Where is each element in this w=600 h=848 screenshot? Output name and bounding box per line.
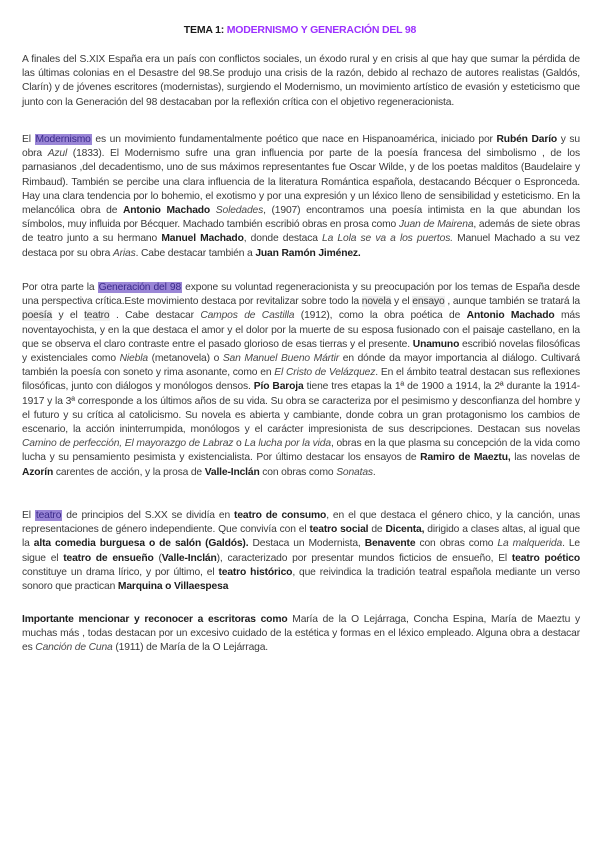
work-title: La malquerida: [497, 538, 563, 550]
text: . Cabe destacar: [109, 310, 201, 322]
text: es un movimiento fundamentalmente poético que nace en Hispanoamérica, iniciado por: [91, 134, 497, 145]
paragraph-teatro: [22, 509, 580, 594]
text: escribió novelas filosóficas y existenciales como: [22, 338, 580, 365]
shaded-term: teatro: [84, 310, 110, 322]
text: .: [372, 466, 376, 478]
work-title: Sonatas: [336, 466, 373, 478]
work-title: Canción de Cuna: [35, 642, 113, 654]
text: (metanovela) o: [147, 353, 223, 365]
author-name: Antonio Machado: [122, 205, 211, 217]
text: , (1907) encontramos una poesía intimista en la que abundan los símbolos, muy influida por Bécquer. Machado también escribió obras en prosa como: [22, 205, 580, 231]
shaded-term: novela: [361, 296, 392, 308]
work-title: Arias: [112, 247, 136, 259]
author-name: Azorín: [22, 466, 54, 478]
work-title: Azul: [47, 148, 68, 160]
text: (1833). El Modernismo sufre una gran influencia por parte de la poesía francesa del simbolismo , de los parnasianos ,del decadentismo, uno de sus máximos representantes fue Oscar Wilde, y de los poetas malditos (Baudelaire y Rimbaud). También se percibe una clara influencia de la literatura Romántica española, destacando Bécquer o Espronceda. Hay una clara tendencia por lo bohemio, el exotismo y por una expresión y un léxico lleno de sensibilidad y esteticismo. En la melancólica obra de: [22, 148, 580, 217]
text: . Cabe destacar también a: [135, 247, 256, 259]
text: dirigido a clases altas, al igual que la: [22, 524, 580, 550]
highlight-modernismo: Modernismo: [35, 134, 91, 145]
key-term: teatro poético: [511, 552, 580, 564]
paragraph-escritoras: [22, 613, 580, 656]
text: con obras como: [259, 466, 337, 478]
author-name: Pío Baroja: [253, 381, 304, 393]
paragraph-modernismo: [22, 133, 580, 261]
author-name: Dicenta,: [385, 524, 425, 536]
text: con obras como: [415, 538, 498, 550]
author-name: Manuel Machado: [161, 233, 244, 245]
text: de: [368, 524, 386, 536]
author-name: Ramiro de Maeztu,: [420, 452, 511, 464]
key-term: teatro social: [309, 524, 369, 536]
title-accent: MODERNISMO Y GENERACIÓN DEL 98: [226, 24, 417, 36]
text: en dónde da mayor importancia al diálogo. Cultivará también la poesía con soneto y rima asonante, como en: [22, 353, 581, 379]
highlight-generacion-98: Generación del 98: [98, 282, 182, 293]
key-term: alta comedia burguesa o de salón (Galdós).: [33, 538, 249, 550]
text: , además de siete obras de teatro junto a su hermano: [22, 219, 580, 245]
text: carentes de acción, y la prosa de: [53, 466, 205, 478]
text: . En el ámbito teatral destacan sus reflexiones filosóficas, junto con diálogos y monólogos densos.: [22, 367, 580, 393]
author-name: Rubén Darío: [496, 134, 558, 145]
text: Destaca un Modernista,: [248, 538, 365, 550]
text: Por otra parte la: [22, 282, 98, 293]
text: tiene tres etapas la 1ª de 1900 a 1914, la 2ª durante la 1914-1917 y la 3ª corresponde a los últimos años de su vida. Su obra se caracteriza por el pesimismo y desconfianza del hombre y el futuro y su crítica al catolicismo. Su novela es abierta y cambiante, donde cobra un gran protagonismo los cambios de escenario, la acción ininterrumpida, monólogos y el carácter impresionista de sus descripciones. Destacan sus novelas: [22, 381, 580, 436]
author-name: Unamuno: [412, 338, 460, 350]
work-title: El Cristo de Velázquez: [274, 367, 376, 379]
text: y su obra: [22, 134, 580, 160]
text: y el: [52, 310, 85, 322]
author-name: Marquina o Villaespesa: [117, 581, 229, 593]
author-name: Valle-Inclán: [161, 552, 217, 564]
key-term: teatro de ensueño: [63, 552, 154, 564]
text: las novelas de: [510, 452, 580, 464]
text: y el: [391, 296, 413, 308]
text: (1912), como la obra poética de: [294, 310, 467, 322]
key-term: teatro histórico: [218, 566, 293, 578]
text: , aunque también se tratará la: [444, 296, 580, 308]
text: , en el que destaca el género chico, y la canción, unas representaciones de género independiente. Que convivía con el: [22, 510, 580, 536]
author-name: Juan Ramón Jiménez.: [255, 247, 361, 259]
text: , que reivindica la tradición teatral española mediante un verso sonoro que practican: [22, 566, 580, 593]
text: de principios del S.XX se dividía en: [62, 510, 235, 521]
work-title: San Manuel Bueno Mártir: [222, 353, 340, 365]
paragraph-generacion-98: [22, 281, 580, 480]
key-term: teatro de consumo: [234, 510, 327, 521]
author-name: Antonio Machado: [466, 310, 555, 322]
text: , donde destaca: [243, 233, 323, 245]
work-title: La lucha por la vida: [244, 438, 331, 450]
title-prefix: TEMA 1:: [183, 24, 227, 36]
text: o: [233, 438, 245, 450]
text: María de la O Lejárraga, Concha Espina, María de Maeztu y muchas más , todas destacan por un excesivo cuidado de la estética y formas en el léxico empleado. Alguna obra a destacar es: [22, 614, 580, 654]
text: El: [22, 134, 35, 145]
text: expone su voluntad regeneracionista y su preocupación por los temas de España desde una perspectiva crítica.Este movimiento destaca por revitalizar sobre todo la: [22, 282, 580, 308]
work-title: Camino de perfección, El mayorazgo de Labraz: [22, 438, 234, 450]
highlight-teatro: teatro: [35, 510, 62, 521]
text: constituye un drama lírico, y por último, el: [22, 566, 219, 578]
work-title: Soledades: [215, 205, 264, 217]
work-title: La Lola se va a los puertos.: [322, 233, 453, 245]
key-term: Importante mencionar y reconocer a escritoras como: [22, 614, 288, 625]
work-title: Juan de Mairena: [398, 219, 474, 231]
text: (: [153, 552, 162, 564]
work-title: Niebla: [119, 353, 148, 365]
text: ), caracterizado por presentar mundos ficticios de ensueño, El: [216, 552, 512, 564]
text: El: [22, 510, 35, 521]
text: Manuel Machado a su vez destaca por su obra: [22, 233, 581, 259]
text: , obras en la que plasma su concepción de la vida como lucha y su pensamiento pesimista y existencialista. Por último destacar los ensayos de: [22, 438, 580, 464]
text: más noventayochista, y en la que destaca el amor y el dolor por la muerte de su esposa fusionado con el paisaje castellano, en la que se observa el claro contraste entre el pasado glorioso de esas tierras y el presente.: [22, 310, 580, 350]
page-title: [0, 24, 600, 36]
author-name: Valle-Inclán: [204, 466, 260, 478]
paragraph-intro: A finales del S.XIX España era un país con conflictos sociales, un éxodo rural y en crisis al que hay que sumar la pérdida de las últimas colonias en el Desastre del 98.Se produjo una crisis de la razón, debido al rechazo de autores realistas (Galdós, Clarín) y de jóvenes escritores (modernistas), surgiendo el Modernismo, un movimiento artístico de evasión y esteticismo que junto con la Generación del 98 destacaban por la reflexión crítica con el objetivo regeneracionista.: [22, 54, 580, 108]
shaded-term: poesía: [22, 310, 53, 322]
text: . Le sigue el: [22, 538, 580, 564]
shaded-term: ensayo: [412, 296, 445, 308]
work-title: Campos de Castilla: [200, 310, 295, 322]
author-name: Benavente: [364, 538, 416, 550]
text: (1911) de María de la O Lejárraga.: [112, 642, 269, 654]
